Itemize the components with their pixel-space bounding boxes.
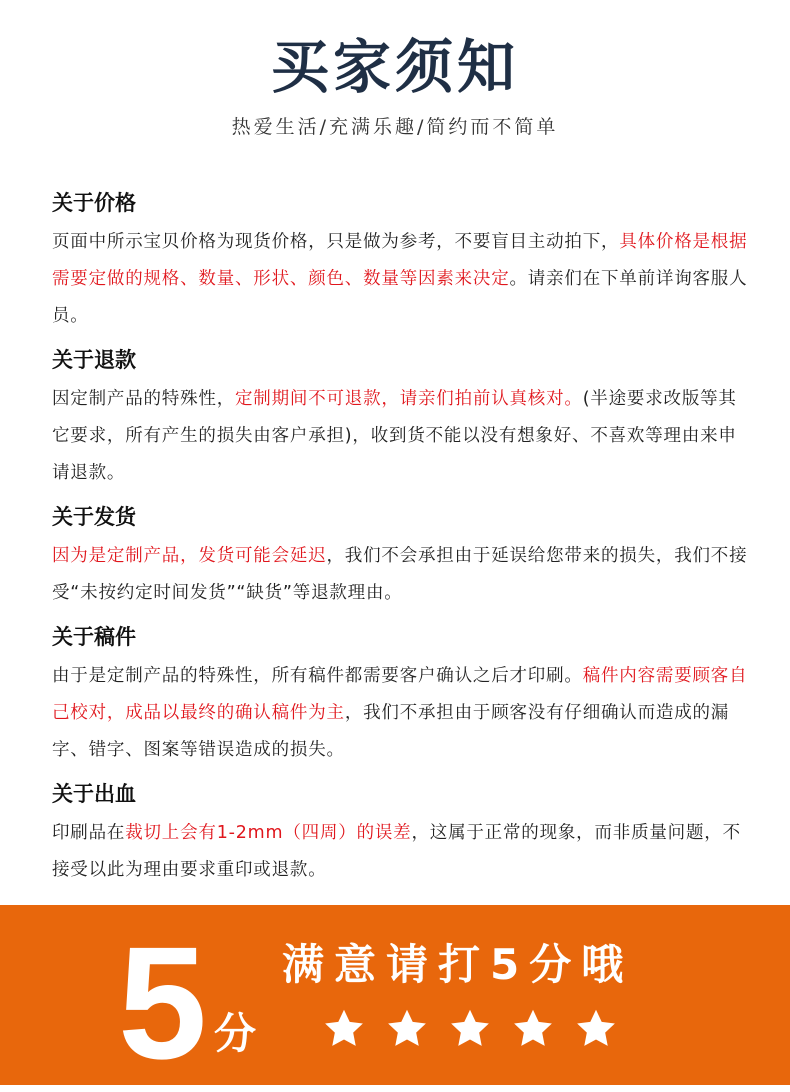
- page-subtitle: 热爱生活/充满乐趣/简约而不简单: [231, 116, 559, 138]
- section-heading: 关于稿件: [52, 625, 136, 649]
- star-icon: [385, 1007, 429, 1051]
- score-number: 5: [118, 913, 207, 1092]
- section-text: [52, 815, 752, 889]
- section-text: [52, 658, 752, 769]
- text-segment: ，这属于正常的现象，而非质量问题，不接受以此为理由要求重印或退款。: [52, 823, 741, 880]
- page-title: 买家须知: [270, 33, 519, 101]
- section-text: [52, 381, 752, 492]
- section-heading: 关于价格: [52, 191, 136, 215]
- text-segment: 因定制产品的特殊性，: [52, 389, 235, 409]
- highlight-segment: 稿件内容需要顾客自己校对，成品以最终的确认稿件为主: [52, 666, 748, 723]
- text-segment: 。请亲们在下单前详询客服人员。: [52, 269, 748, 326]
- notice-content: [52, 186, 752, 897]
- text-segment: ，我们不会承担由于延误给您带来的损失，我们不接受“未按约定时间发货”“缺货”等退款理由。: [52, 546, 748, 603]
- highlight-segment: 定制期间不可退款，请亲们拍前认真核对。: [235, 389, 583, 409]
- highlight-segment: 具体价格是根据需要定做的规格、数量、形状、颜色、数量等因素来决定: [52, 232, 748, 289]
- section-artwork: [52, 620, 752, 769]
- highlight-segment: 因为是定制产品，发货可能会延迟: [52, 546, 327, 566]
- section-refund: [52, 343, 752, 492]
- rating-banner: [0, 905, 790, 1092]
- text-segment: 印刷品在: [52, 823, 126, 843]
- section-text: [52, 538, 752, 612]
- star-icon: [511, 1007, 555, 1051]
- section-heading: 关于退款: [52, 348, 136, 372]
- section-text: [52, 224, 752, 335]
- section-shipping: [52, 500, 752, 612]
- star-rating: [322, 1007, 637, 1055]
- text-segment: (半途要求改版等其它要求，所有产生的损失由客户承担)，收到货不能以没有想象好、不喜欢等理由来申请退款。: [52, 389, 737, 483]
- star-icon: [448, 1007, 492, 1051]
- star-icon: [322, 1007, 366, 1051]
- section-heading: 关于出血: [52, 782, 136, 806]
- text-segment: 由于是定制产品的特殊性，所有稿件都需要客户确认之后才印刷。: [52, 666, 583, 686]
- text-segment: ，我们不承担由于顾客没有仔细确认而造成的漏字、错字、图案等错误造成的损失。: [52, 703, 730, 760]
- text-segment: 页面中所示宝贝价格为现货价格，只是做为参考，不要盲目主动拍下，: [52, 232, 620, 252]
- section-bleed: [52, 777, 752, 889]
- section-heading: 关于发货: [52, 505, 136, 529]
- highlight-segment: 裁切上会有1-2mm（四周）的误差: [125, 823, 412, 843]
- rating-slogan: 满意请打5分哦: [282, 940, 634, 989]
- section-price: [52, 186, 752, 335]
- score-unit: 分: [214, 1009, 257, 1058]
- star-icon: [574, 1007, 618, 1051]
